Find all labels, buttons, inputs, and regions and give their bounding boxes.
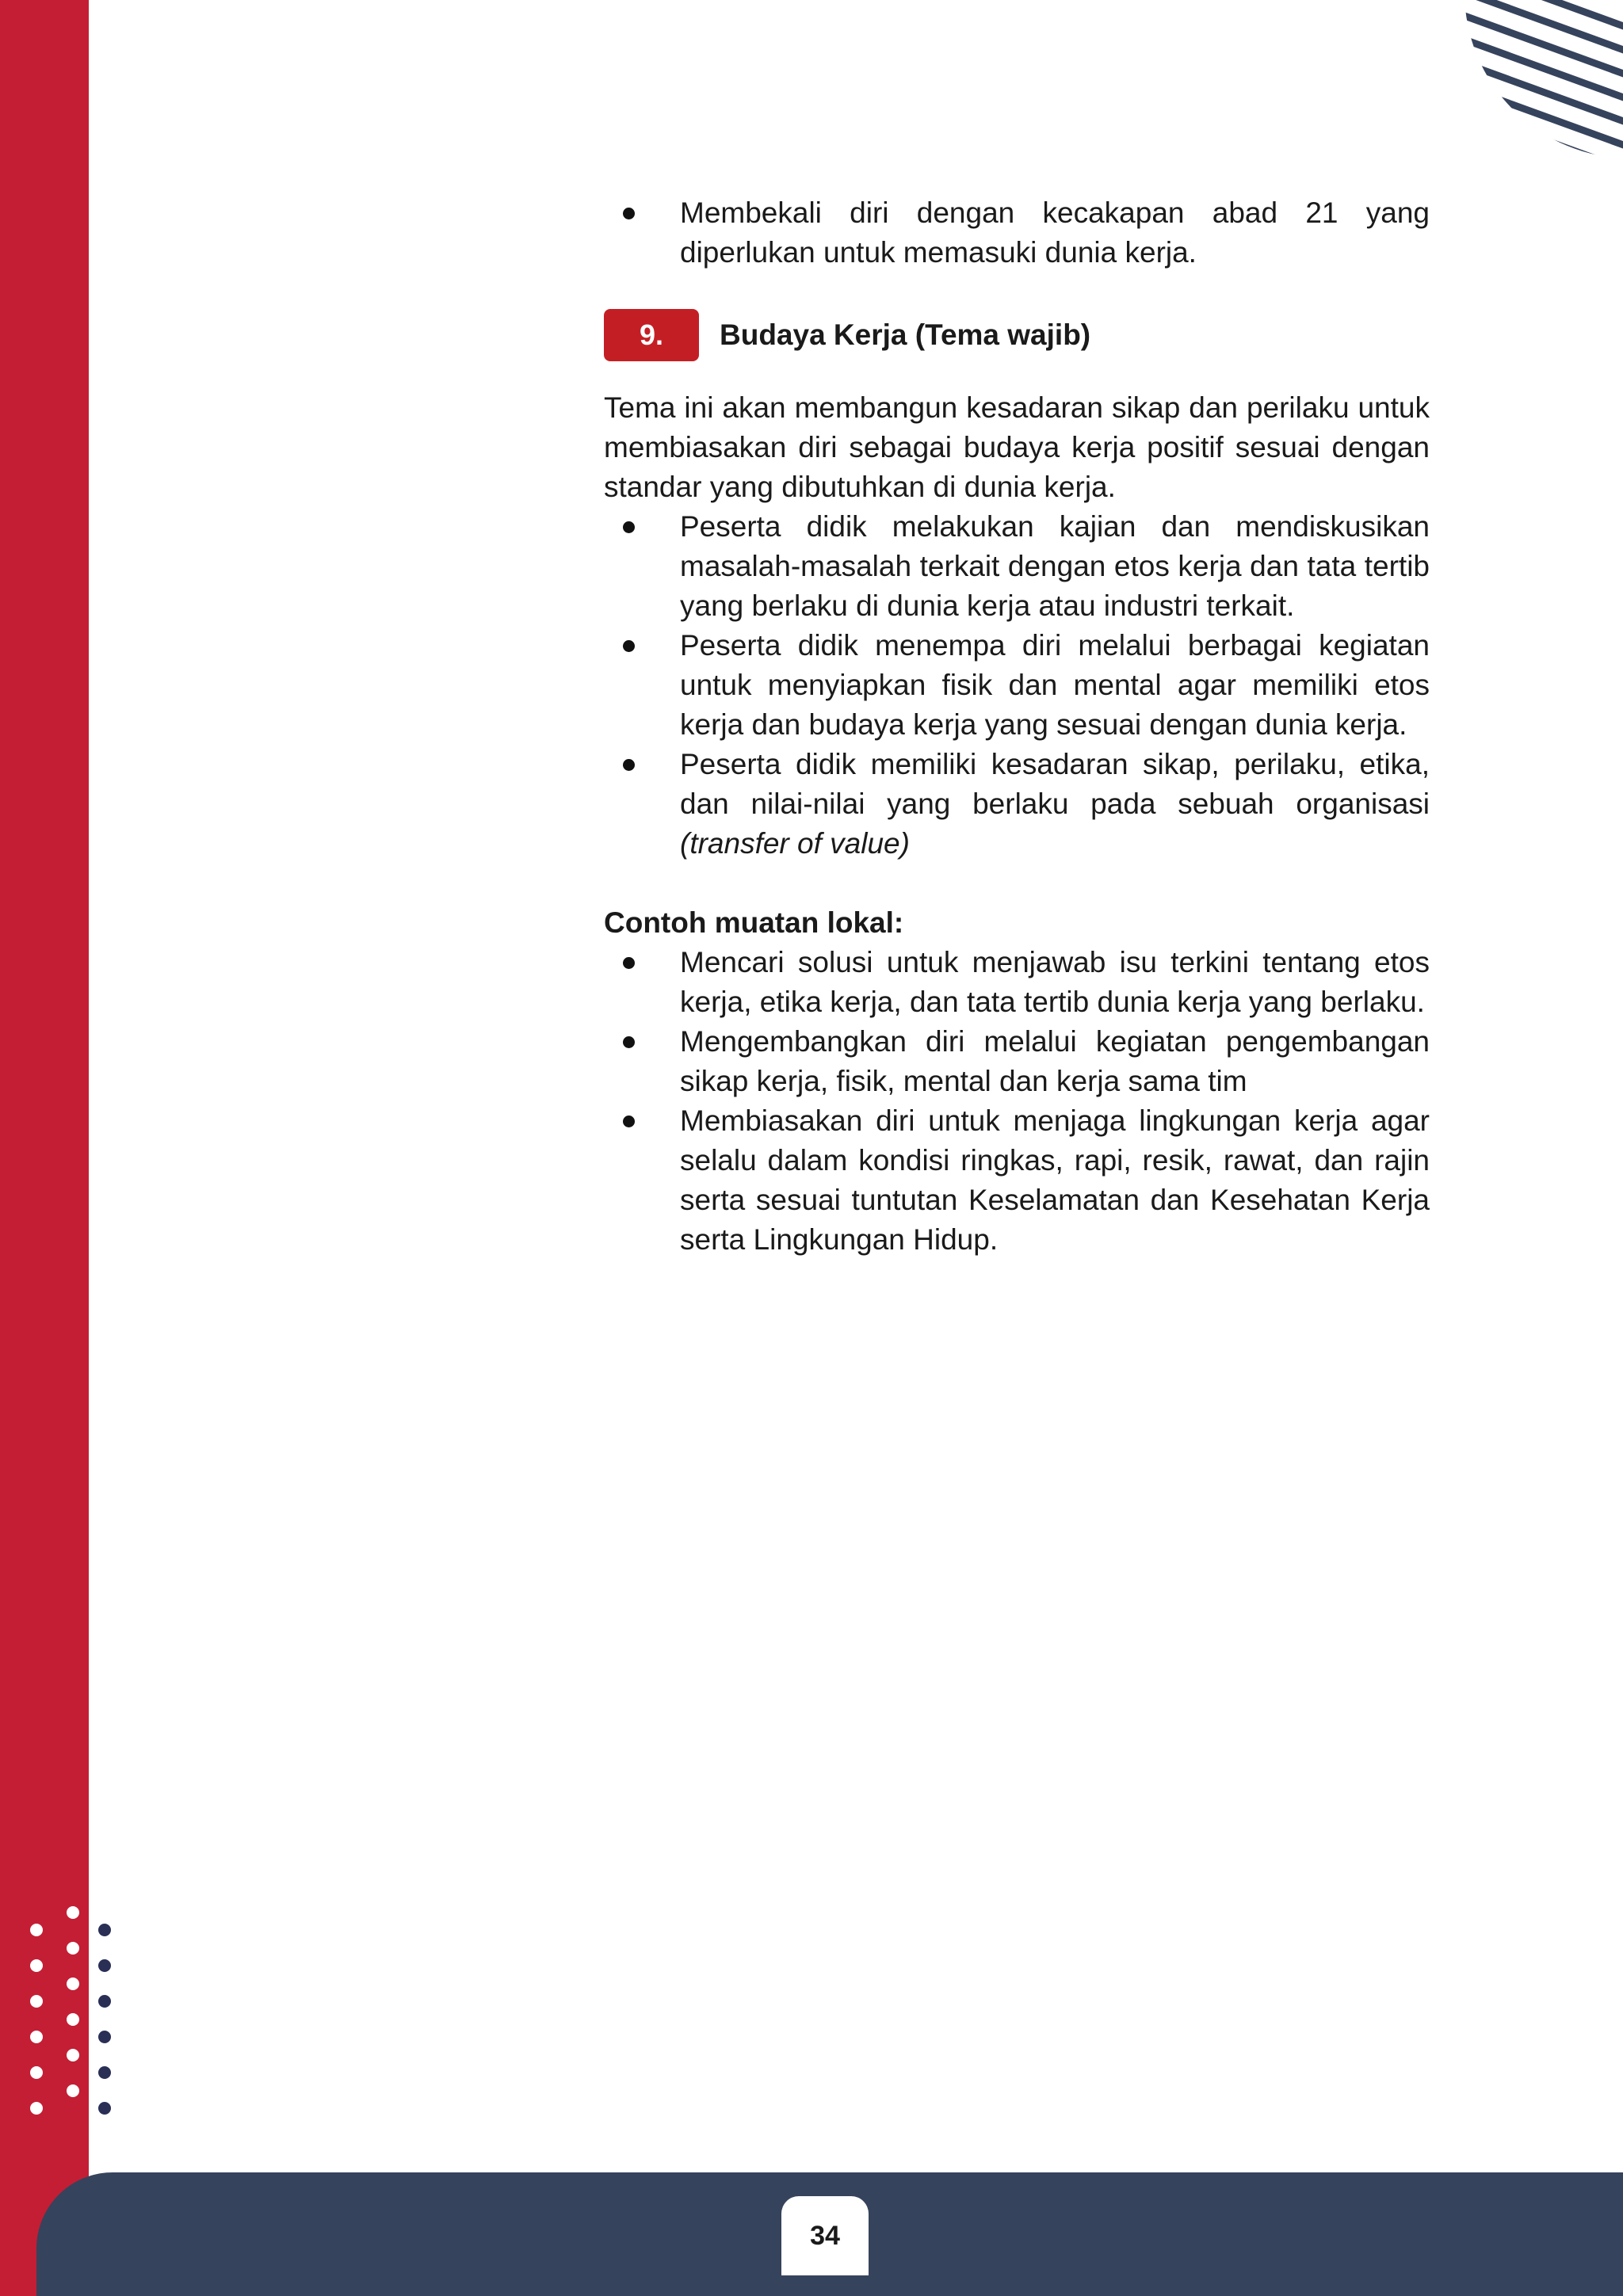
section-heading <box>604 307 1430 363</box>
diagonal-stripes-decoration <box>1465 0 1623 174</box>
list-item <box>604 193 1430 273</box>
local-content-title: Contoh muatan lokal: <box>604 906 904 939</box>
bullet-icon <box>623 759 635 771</box>
list-item <box>604 626 1430 745</box>
section-title: Budaya Kerja (Tema wajib) <box>720 318 1091 351</box>
bullet-icon <box>623 957 635 969</box>
list-item <box>604 1101 1430 1260</box>
bullet-icon <box>623 1116 635 1127</box>
list-item <box>604 943 1430 1022</box>
list-item <box>604 745 1430 864</box>
list-item-text: Peserta didik menempa diri melalui berbagai kegiatan untuk menyiapkan fisik dan mental agar memiliki etos kerja dan budaya kerja yang sesuai dengan dunia kerja. <box>680 629 1430 741</box>
list-item <box>604 1022 1430 1101</box>
bullet-icon <box>623 640 635 652</box>
local-content-bullet-list <box>604 943 1430 1260</box>
list-item-text: Mengembangkan diri melalui kegiatan pengembangan sikap kerja, fisik, mental dan kerja sama tim <box>680 1025 1430 1097</box>
list-item-text: Peserta didik memiliki kesadaran sikap, perilaku, etika, dan nilai-nilai yang berlaku pada sebuah organisasi <box>680 748 1430 820</box>
section-number-badge: 9. <box>604 309 699 361</box>
page-number: 34 <box>781 2196 869 2275</box>
dot-grid-decoration <box>29 1900 124 2138</box>
list-item-text: Peserta didik melakukan kajian dan mendiskusikan masalah-masalah terkait dengan etos kerja dan tata tertib yang berlaku di dunia kerja atau industri terkait. <box>680 510 1430 622</box>
list-item-text: Membekali diri dengan kecakapan abad 21 yang diperlukan untuk memasuki dunia kerja. <box>680 196 1430 269</box>
bullet-icon <box>623 521 635 533</box>
list-item-text: Mencari solusi untuk menjawab isu terkini tentang etos kerja, etika kerja, dan tata tertib dunia kerja yang berlaku. <box>680 946 1430 1018</box>
intro-bullet-list <box>604 193 1430 273</box>
bullet-icon <box>623 1036 635 1048</box>
list-item <box>604 507 1430 626</box>
bullet-icon <box>623 208 635 219</box>
list-item-text: Membiasakan diri untuk menjaga lingkungan kerja agar selalu dalam kondisi ringkas, rapi, resik, rawat, dan rajin serta sesuai tuntutan Keselamatan dan Kesehatan Kerja serta Lingkungan Hidup. <box>680 1104 1430 1256</box>
page-content <box>604 193 1430 1260</box>
section-paragraph: Tema ini akan membangun kesadaran sikap dan perilaku untuk membiasakan diri sebagai budaya kerja positif sesuai dengan standar yang dibutuhkan di dunia kerja. <box>604 391 1430 503</box>
section-bullet-list <box>604 507 1430 864</box>
list-item-italic-note: (transfer of value) <box>680 827 910 860</box>
